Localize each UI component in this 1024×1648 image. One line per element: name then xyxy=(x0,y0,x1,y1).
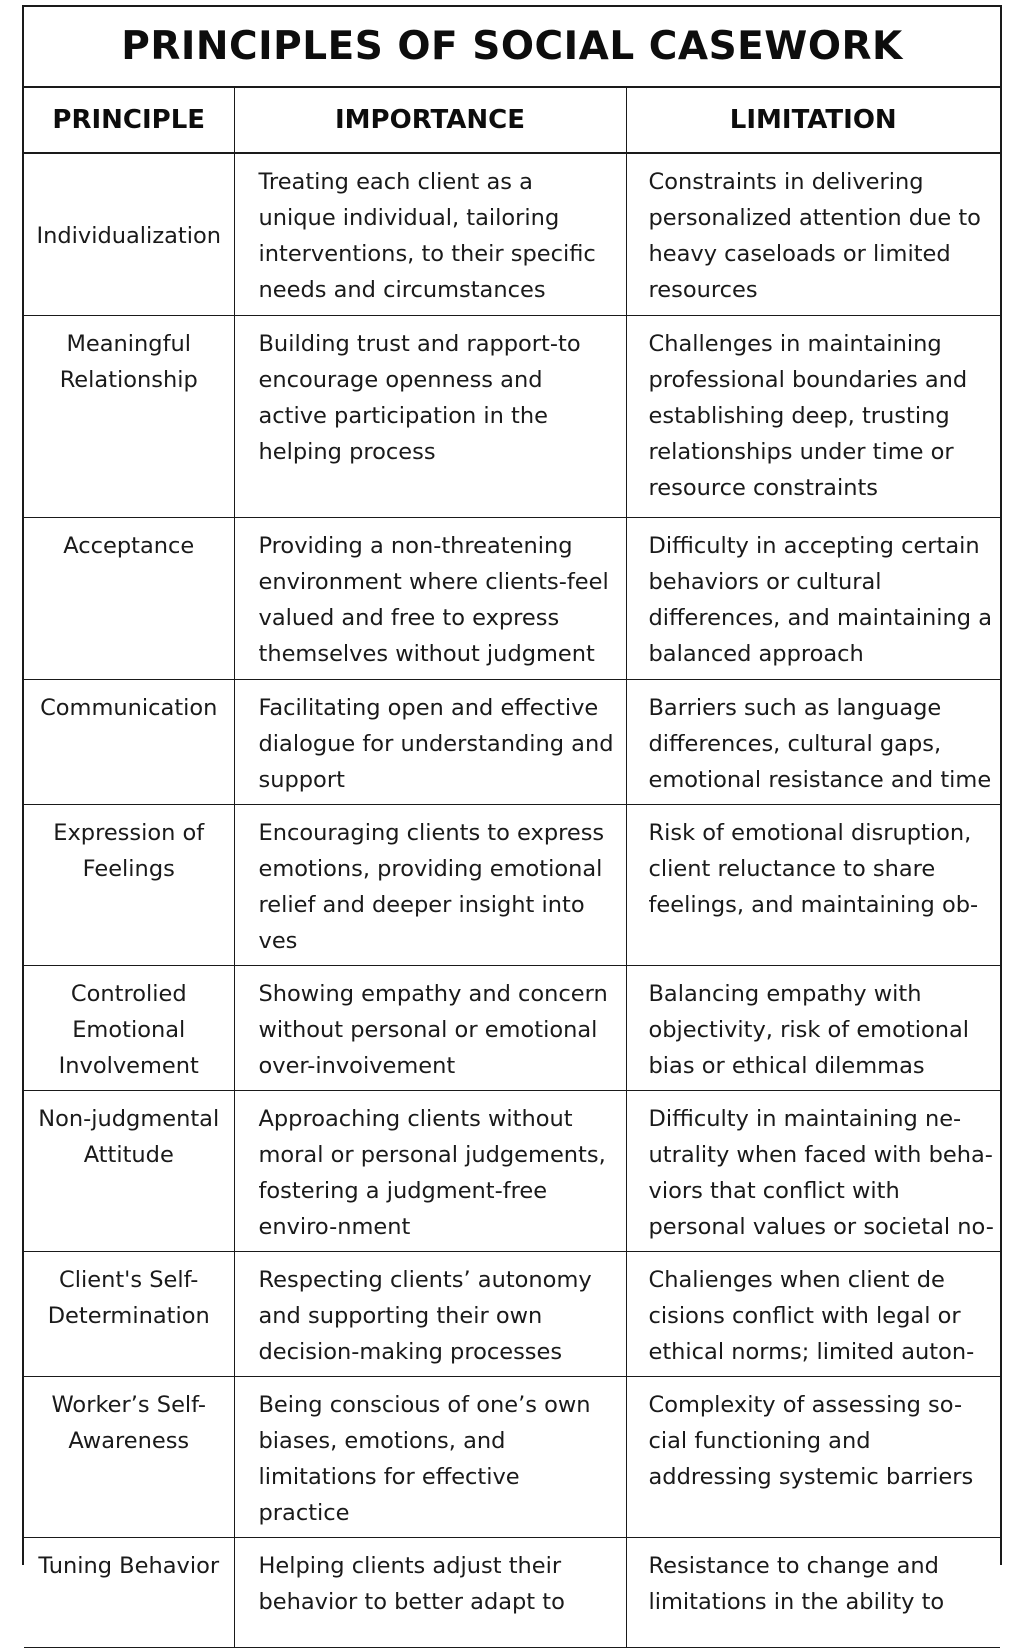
table-row xyxy=(24,153,1000,315)
header-importance: IMPORTANCE xyxy=(234,88,626,153)
principle-cell: Acceptance xyxy=(24,517,234,679)
importance-cell: Showing empathy and concern without personal or emotional over-invoivement xyxy=(234,965,626,1090)
header-limitation: LIMITATION xyxy=(626,88,1000,153)
table-row xyxy=(24,1376,1000,1537)
principle-cell: Worker’s Self-Awareness xyxy=(24,1376,234,1537)
importance-cell: Providing a non-threatening environment where clients-feel valued and free to express themselves without judgment xyxy=(234,517,626,679)
limitation-cell: Chalienges when client de cisions conflict with legal or ethical norms; limited auton- xyxy=(626,1251,1000,1376)
principle-cell: Individualization xyxy=(24,153,234,315)
table-row xyxy=(24,679,1000,804)
limitation-cell: Risk of emotional disruption, client reluctance to share feelings, and maintaining ob- xyxy=(626,804,1000,965)
principle-cell: Meaningful Relationship xyxy=(24,315,234,517)
table-row xyxy=(24,804,1000,965)
importance-cell: Approaching clients without moral or personal judgements, fostering a judgment-free enviro-nment xyxy=(234,1090,626,1251)
importance-cell: Treating each client as a unique individual, tailoring interventions, to their specific needs and circumstances xyxy=(234,153,626,315)
principle-cell: Controlied Emotional Involvement xyxy=(24,965,234,1090)
importance-cell: Respecting clients’ autonomy and supporting their own decision-making processes xyxy=(234,1251,626,1376)
header-row xyxy=(24,88,1000,153)
limitation-cell: Complexity of assessing so-cial functioning and addressing systemic barriers xyxy=(626,1376,1000,1537)
importance-cell: Being conscious of one’s own biases, emotions, and limitations for effective practice xyxy=(234,1376,626,1537)
page-title: PRINCIPLES OF SOCIAL CASEWORK xyxy=(24,7,1000,88)
principle-cell: Tuning Behavior xyxy=(24,1537,234,1647)
principle-cell: Client's Self-Determination xyxy=(24,1251,234,1376)
table-row xyxy=(24,517,1000,679)
limitation-cell: Balancing empathy with objectivity, risk of emotional bias or ethical dilemmas xyxy=(626,965,1000,1090)
importance-cell: Encouraging clients to express emotions, providing emotional relief and deeper insight into ves xyxy=(234,804,626,965)
limitation-cell: Constraints in delivering personalized attention due to heavy caseloads or limited resources xyxy=(626,153,1000,315)
importance-cell: Facilitating open and effective dialogue for understanding and support xyxy=(234,679,626,804)
table-row xyxy=(24,1090,1000,1251)
limitation-cell: Barriers such as language differences, cultural gaps, emotional resistance and time xyxy=(626,679,1000,804)
principle-cell: Communication xyxy=(24,679,234,804)
importance-cell: Helping clients adjust their behavior to better adapt to xyxy=(234,1537,626,1647)
limitation-cell: Difficulty in maintaining ne-utrality when faced with beha-viors that conflict with personal values or societal no- xyxy=(626,1090,1000,1251)
importance-cell: Building trust and rapport-to encourage openness and active participation in the helping process xyxy=(234,315,626,517)
limitation-cell: Challenges in maintaining professional boundaries and establishing deep, trusting relationships under time or resource constraints xyxy=(626,315,1000,517)
principle-cell: Expression of Feelings xyxy=(24,804,234,965)
principles-table xyxy=(24,88,1000,1648)
principle-cell: Non-judgmental Attitude xyxy=(24,1090,234,1251)
limitation-cell: Resistance to change and limitations in the ability to xyxy=(626,1537,1000,1647)
limitation-cell: Difficulty in accepting certain behaviors or cultural differences, and maintaining a balanced approach xyxy=(626,517,1000,679)
table-row xyxy=(24,965,1000,1090)
table-row xyxy=(24,1537,1000,1647)
principles-table-sheet xyxy=(22,5,1002,1615)
header-principle: PRINCIPLE xyxy=(24,88,234,153)
table-row xyxy=(24,315,1000,517)
table-row xyxy=(24,1251,1000,1376)
